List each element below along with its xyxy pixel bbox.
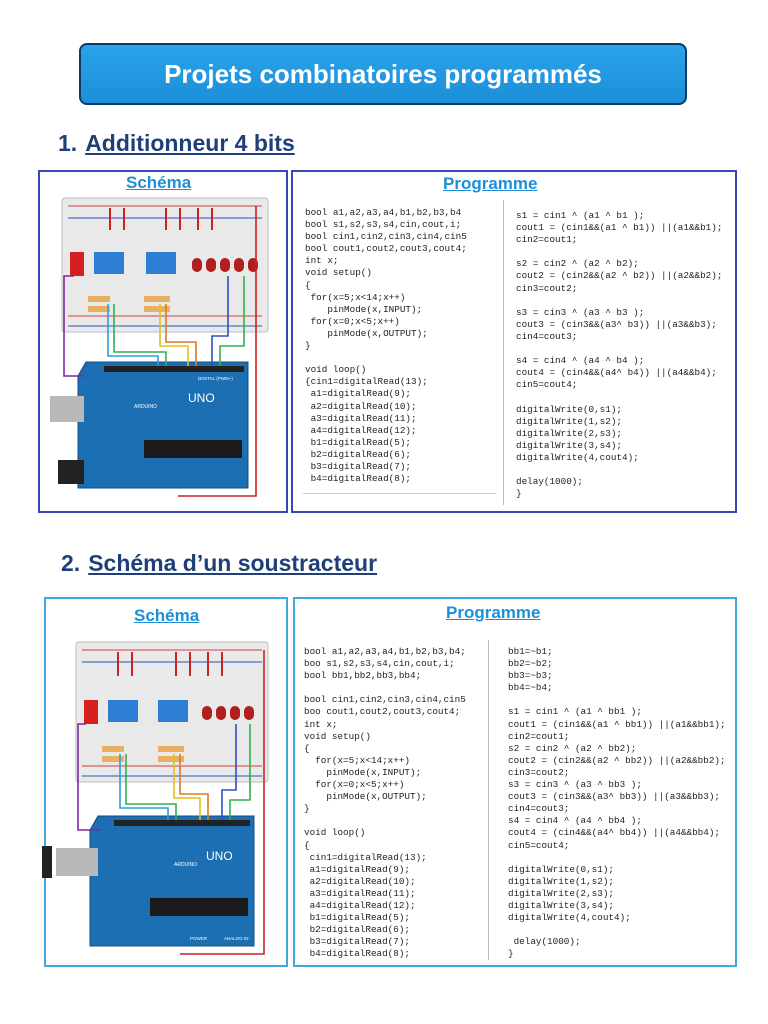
usb-port <box>56 848 98 876</box>
section-1-code-right <box>516 210 722 500</box>
code-line: b3=digitalRead(7); <box>305 460 412 472</box>
section-1-circuit-diagram <box>48 196 282 506</box>
code-line: digitalWrite(0,s1); <box>516 403 623 415</box>
digital-pins-label: DIGITAL (PWM~) <box>198 376 233 381</box>
section-2-code-left <box>304 646 466 960</box>
red-switch <box>84 700 98 724</box>
code-line: cin2=cout1; <box>516 234 578 246</box>
code-line: int x; <box>305 255 339 267</box>
code-line: b2=digitalRead(6); <box>304 924 411 936</box>
code-line: a3=digitalRead(11); <box>304 887 416 899</box>
code-line: a4=digitalRead(12); <box>304 899 416 911</box>
dip-switch-b <box>158 700 188 722</box>
dip-switch-b <box>146 252 176 274</box>
section-1-title: Additionneur 4 bits <box>85 130 295 156</box>
microcontroller-chip <box>144 440 242 458</box>
header-pins <box>104 366 244 372</box>
power-jack <box>58 460 84 484</box>
code-line: for(x=5;x<14;x++) <box>304 754 411 766</box>
section-2-programme-label: Programme <box>446 603 541 622</box>
code-line: void setup() <box>305 267 372 279</box>
code-line: a2=digitalRead(10); <box>305 400 417 412</box>
code-line: s1 = cin1 ^ (a1 ^ bb1 ); <box>508 706 642 718</box>
code-line: cin4=cout3; <box>508 803 570 815</box>
board-model-text: UNO <box>188 391 215 405</box>
code-line: cin3=cout2; <box>516 282 578 294</box>
code-line: cout2 = (cin2&&(a2 ^ bb2)) ||(a2&&bb2); <box>508 754 726 766</box>
code-line: bool a1,a2,a3,a4,b1,b2,b3,b4 <box>305 207 462 218</box>
code-line: s3 = cin3 ^ (a3 ^ b3 ); <box>516 306 645 318</box>
code-line: digitalWrite(2,s3); <box>508 887 615 899</box>
code-line: s2 = cin2 ^ (a2 ^ b2); <box>516 258 639 270</box>
code-line: cout3 = (cin3&&(a3^ bb3)) ||(a3&&bb3); <box>508 791 721 803</box>
code-line: cout2 = (cin2&&(a2 ^ b2)) ||(a2&&b2); <box>516 270 723 282</box>
code-line: cin4=cout3; <box>516 330 578 342</box>
code-line: cin5=cout4; <box>508 839 570 851</box>
code-line: cin3=cout2; <box>508 766 570 778</box>
section-2-number: 2. <box>61 550 81 576</box>
code-line: bool cin1,cin2,cin3,cin4,cin5 <box>304 694 466 706</box>
power-pins-label: POWER <box>190 936 208 941</box>
code-line: { <box>305 279 311 291</box>
usb-cable <box>42 846 52 878</box>
code-line: b3=digitalRead(7); <box>304 936 411 948</box>
code-line: int x; <box>304 718 338 730</box>
code-line: cout1 = (cin1&&(a1 ^ b1)) ||(a1&&b1); <box>516 222 723 234</box>
code-line: boo cout1,cout2,cout3,cout4; <box>304 706 461 718</box>
dip-switch-a <box>94 252 124 274</box>
code-line: cin5=cout4; <box>516 379 578 391</box>
code-line: bb3=~b3; <box>508 670 553 682</box>
code-line: digitalWrite(1,s2); <box>508 875 615 887</box>
code-line: digitalWrite(1,s2); <box>516 415 623 427</box>
code-line: b1=digitalRead(5); <box>305 436 412 448</box>
code-line: digitalWrite(4,cout4); <box>508 912 631 924</box>
code-line: bool s1,s2,s3,s4,cin,cout,i; <box>305 219 462 231</box>
arduino-board <box>90 816 254 946</box>
code-line: { <box>304 839 310 851</box>
section-2-heading <box>61 550 377 577</box>
title-banner <box>79 43 687 105</box>
code-line: void loop() <box>304 827 366 839</box>
code-line: a1=digitalRead(9); <box>305 388 412 400</box>
code-line: {cin1=digitalRead(13); <box>305 376 428 388</box>
code-line: delay(1000); <box>508 936 581 948</box>
board-model-text: UNO <box>206 849 233 863</box>
code-line: s2 = cin2 ^ (a2 ^ bb2); <box>508 742 637 754</box>
code-line: boo s1,s2,s3,s4,cin,cout,i; <box>304 658 455 670</box>
code-line: b4=digitalRead(8); <box>304 948 411 960</box>
red-switch <box>70 252 84 276</box>
code-line: delay(1000); <box>516 476 583 488</box>
code-line: s4 = cin4 ^ (a4 ^ bb4 ); <box>508 815 642 827</box>
code-line: { <box>304 742 310 754</box>
section-2-code-divider <box>488 640 489 960</box>
code-line: for(x=0;x<5;x++) <box>304 779 405 791</box>
section-2-code-right <box>508 646 726 960</box>
code-line: } <box>516 488 522 500</box>
code-line: pinMode(x,INPUT); <box>304 766 422 778</box>
code-line: a1=digitalRead(9); <box>304 863 411 875</box>
code-line: digitalWrite(4,cout4); <box>516 451 639 463</box>
section-1-number: 1. <box>58 130 78 156</box>
microcontroller-chip <box>150 898 248 916</box>
code-line: cout4 = (cin4&&(a4^ b4)) ||(a4&&b4); <box>516 367 717 379</box>
code-line: digitalWrite(2,s3); <box>516 427 623 439</box>
code-line: } <box>305 340 311 352</box>
code-line: a4=digitalRead(12); <box>305 424 417 436</box>
code-line: } <box>304 803 310 815</box>
code-line: pinMode(x,OUTPUT); <box>305 327 428 339</box>
code-line: for(x=5;x<14;x++) <box>305 291 406 303</box>
code-line: s4 = cin4 ^ (a4 ^ b4 ); <box>516 355 645 367</box>
code-line: b2=digitalRead(6); <box>305 448 412 460</box>
code-line: void loop() <box>305 364 367 376</box>
code-line: cin1=digitalRead(13); <box>304 851 427 863</box>
code-line: cout1 = (cin1&&(a1 ^ bb1)) ||(a1&&bb1); <box>508 718 726 730</box>
code-line: b1=digitalRead(5); <box>304 912 411 924</box>
code-line: bb4=~b4; <box>508 682 553 694</box>
page-title: Projets combinatoires programmés <box>164 58 602 89</box>
dip-switch-a <box>108 700 138 722</box>
code-line: bool cout1,cout2,cout3,cout4; <box>305 243 467 255</box>
code-line: bool a1,a2,a3,a4,b1,b2,b3,b4; <box>304 646 466 657</box>
section-2-title: Schéma d’un soustracteur <box>88 550 378 576</box>
code-line: cin2=cout1; <box>508 730 570 742</box>
usb-port <box>50 396 84 422</box>
code-line: cout3 = (cin3&&(a3^ b3)) ||(a3&&b3); <box>516 318 717 330</box>
code-line: for(x=0;x<5;x++) <box>305 315 400 327</box>
board-brand-text: ARDUINO <box>174 862 198 868</box>
code-line: bb2=~b2; <box>508 658 553 670</box>
code-line: a3=digitalRead(11); <box>305 412 417 424</box>
section-2-schema-label: Schéma <box>134 606 200 625</box>
section-1-schema-label: Schéma <box>126 173 192 192</box>
code-line: bool cin1,cin2,cin3,cin4,cin5 <box>305 231 467 243</box>
code-line: s1 = cin1 ^ (a1 ^ b1 ); <box>516 210 645 221</box>
code-line: s3 = cin3 ^ (a3 ^ bb3 ); <box>508 779 642 791</box>
section-1-code-left <box>305 207 467 485</box>
section-1-code-underline <box>303 493 496 494</box>
section-1-heading <box>58 130 295 157</box>
code-line: digitalWrite(0,s1); <box>508 863 615 875</box>
code-line: bb1=~b1; <box>508 646 553 657</box>
code-line: digitalWrite(3,s4); <box>516 439 623 451</box>
code-line: pinMode(x,OUTPUT); <box>304 791 427 803</box>
code-line: } <box>508 948 514 960</box>
analog-pins-label: ANALOG IN <box>224 936 249 941</box>
header-pins <box>114 820 250 826</box>
code-line: pinMode(x,INPUT); <box>305 303 423 315</box>
code-line: cout4 = (cin4&&(a4^ bb4)) ||(a4&&bb4); <box>508 827 721 839</box>
board-brand-text: ARDUINO <box>134 404 158 410</box>
code-line: void setup() <box>304 730 371 742</box>
code-line: b4=digitalRead(8); <box>305 473 412 485</box>
code-line: a2=digitalRead(10); <box>304 875 416 887</box>
section-1-programme-label: Programme <box>443 174 538 193</box>
section-2-circuit-diagram <box>40 640 280 960</box>
code-line: bool bb1,bb2,bb3,bb4; <box>304 670 422 682</box>
code-line: digitalWrite(3,s4); <box>508 899 615 911</box>
section-1-code-divider <box>503 200 504 505</box>
